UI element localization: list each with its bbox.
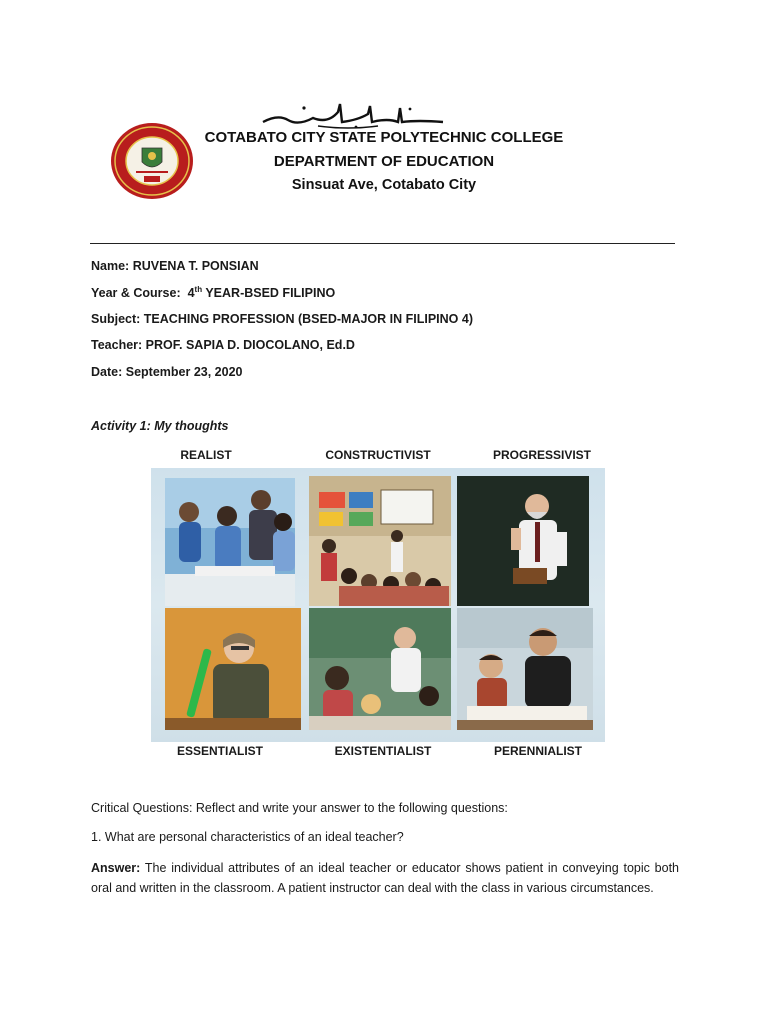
answer-label: Answer: [91,861,141,875]
answer-text: The individual attributes of an ideal teacher or educator shows patient in conveying topic both oral and written in the classroom. A patient instructor can deal with the class in various circumstances. [91,861,679,895]
label-existentialist: EXISTENTIALIST [334,744,432,758]
philosophy-photo-collage [151,468,605,742]
date-line [91,365,243,379]
teacher-label: Teacher: [91,338,143,352]
constructivist-photo [309,476,451,606]
year-number: 4 [187,286,195,300]
college-seal-icon [110,122,194,200]
label-essentialist: ESSENTIALIST [176,744,263,758]
year-course-label: Year & Course: [91,286,181,300]
label-realist: REALIST [180,448,232,462]
college-name: COTABATO CITY STATE POLYTECHNIC COLLEGE [204,129,564,146]
name-label: Name: [91,259,130,273]
existentialist-photo [309,608,451,730]
perennialist-photo [457,608,593,730]
date-label: Date: [91,365,123,379]
realist-photo [165,478,295,606]
answer-paragraph [91,858,679,898]
header-divider [90,243,675,244]
name-value: RUVENA T. PONSIAN [132,259,259,273]
name-line [91,259,259,273]
year-course-value: YEAR-BSED FILIPINO [205,286,336,300]
activity-title: Activity 1: My thoughts [91,419,229,433]
label-perennialist: PERENNIALIST [493,744,582,758]
label-constructivist: CONSTRUCTIVIST [325,448,431,462]
college-address: Sinsuat Ave, Cotabato City [291,177,477,193]
subject-value: TEACHING PROFESSION (BSED-MAJOR IN FILIPINO 4) [143,312,473,326]
date-value: September 23, 2020 [125,365,243,379]
subject-label: Subject: [91,312,141,326]
year-superscript: th [194,284,203,294]
subject-line [91,312,473,326]
essentialist-photo [165,608,301,730]
critical-questions-intro: Critical Questions: Reflect and write your answer to the following questions: [91,801,508,815]
teacher-value: PROF. SAPIA D. DIOCOLANO, Ed.D [145,338,355,352]
year-course-line [91,286,335,300]
question-1: 1. What are personal characteristics of an ideal teacher? [91,830,404,844]
progressivist-photo [457,476,589,606]
department-name: DEPARTMENT OF EDUCATION [273,153,495,170]
label-progressivist: PROGRESSIVIST [492,448,592,462]
arabic-calligraphy-icon [258,100,448,130]
teacher-line [91,338,355,352]
